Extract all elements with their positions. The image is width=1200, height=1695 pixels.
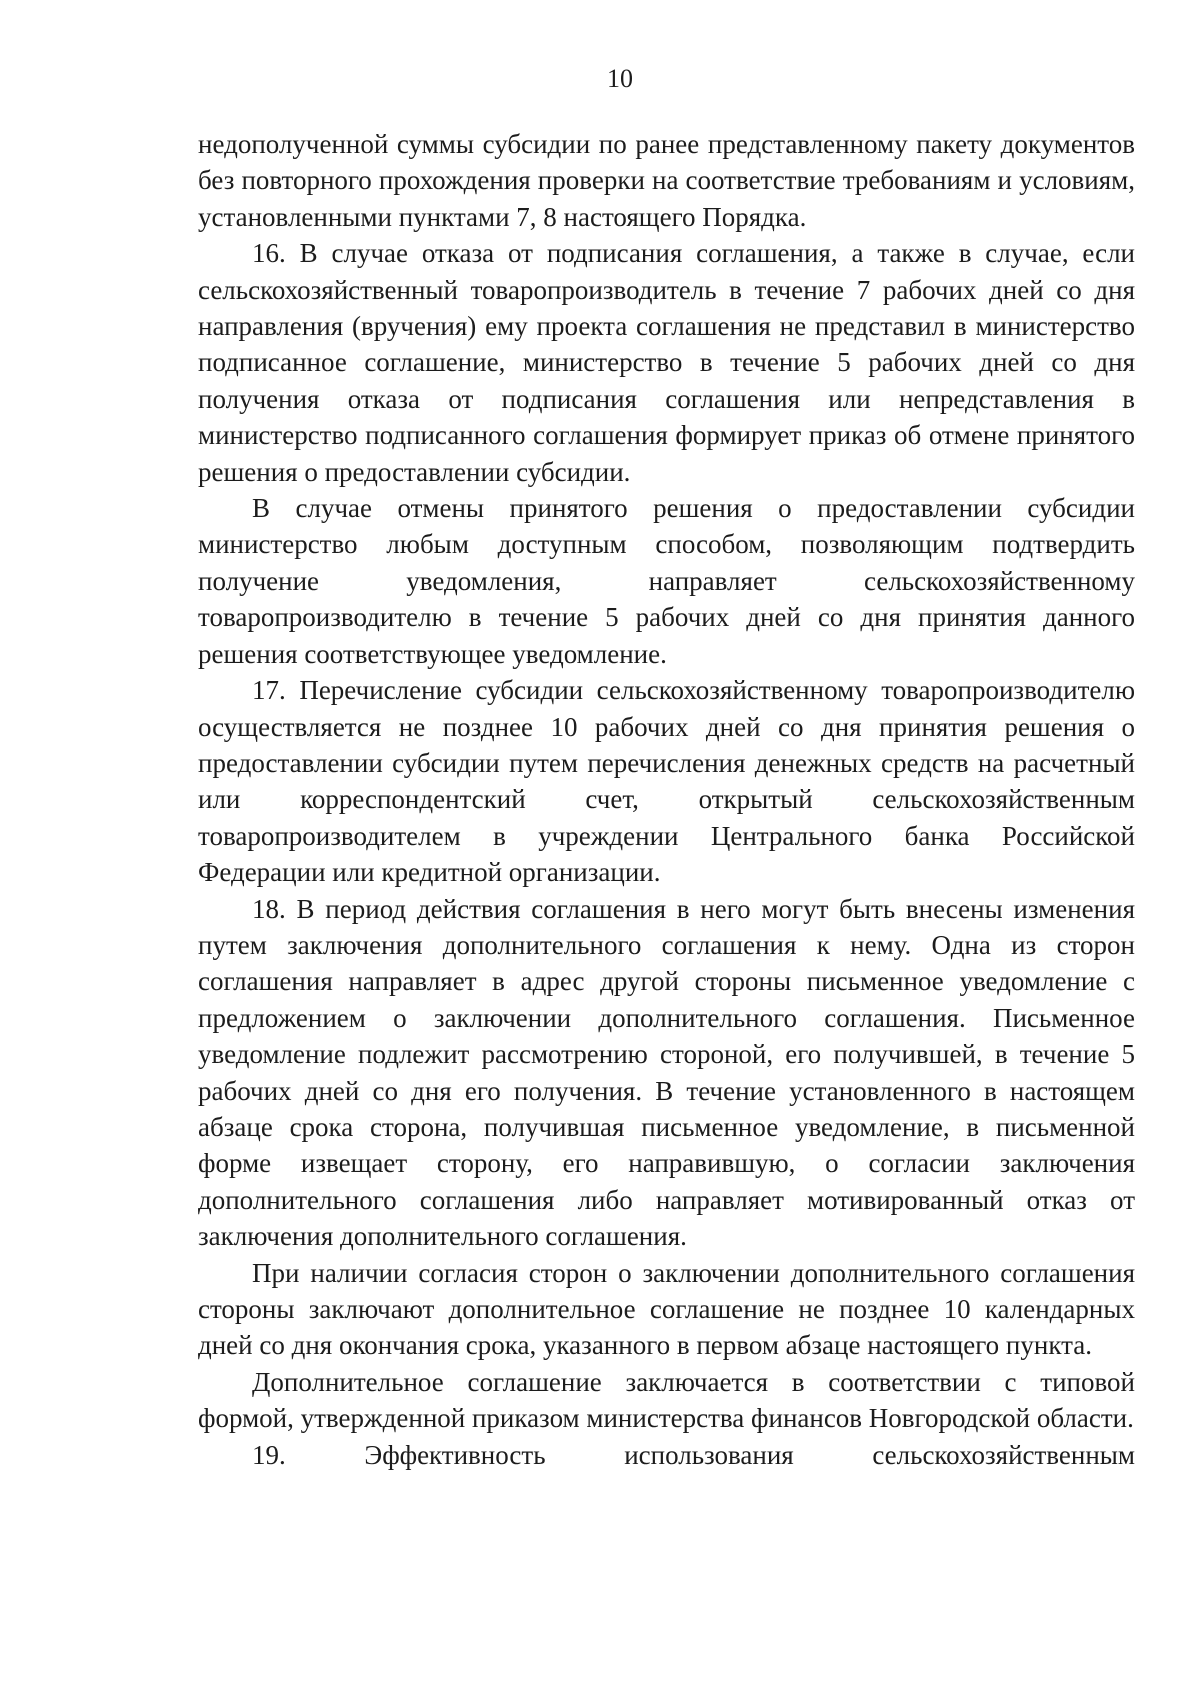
document-body — [198, 126, 1135, 1473]
paragraph-item-16: 16. В случае отказа от подписания соглашения, а также в случае, если сельскохозяйственный товаропроизводитель в течение 7 рабочих дней со дня направления (вручения) ему проекта соглашения не представил в министерство подписанное соглашение, министерство в течение 5 рабочих дней со дня получения отказа от подписания соглашения или непредставления в министерство подписанного соглашения формирует приказ об отмене принятого решения о предоставлении субсидии. — [198, 238, 1135, 487]
paragraph-item-18: 18. В период действия соглашения в него могут быть внесены изменения путем заключения дополнительного соглашения к нему. Одна из сторон соглашения направляет в адрес другой стороны письменное уведомление с предложением о заключении дополнительного соглашения. Письменное уведомление подлежит рассмотрению стороной, его получившей, в течение 5 рабочих дней со дня его получения. В течение установленного в настоящем абзаце срока сторона, получившая письменное уведомление, в письменной форме извещает сторону, его направившую, о согласии заключения дополнительного соглашения либо направляет мотивированный отказ от заключения дополнительного соглашения. — [198, 893, 1135, 1252]
paragraph-item-17: 17. Перечисление субсидии сельскохозяйственному товаропроизводителю осуществляется не позднее 10 рабочих дней со дня принятия решения о предоставлении субсидии путем перечисления денежных средств на расчетный или корреспондентский счет, открытый сельскохозяйственным товаропроизводителем в учреждении Центрального банка Российской Федерации или кредитной организации. — [198, 675, 1135, 888]
paragraph-agreement-consent: При наличии согласия сторон о заключении дополнительного соглашения стороны заключают дополнительное соглашение не позднее 10 календарных дней со дня окончания срока, указанного в первом абзаце настоящего пункта. — [198, 1257, 1135, 1361]
paragraph-item-19: 19. Эффективность использования сельскохозяйственным — [252, 1439, 1135, 1470]
paragraph-continuation: недополученной суммы субсидии по ранее представленному пакету документов без повторного прохождения проверки на соответствие требованиям и условиям, установленными пунктами 7, 8 настоящего Порядка. — [198, 129, 1135, 232]
paragraph-standard-form: Дополнительное соглашение заключается в соответствии с типовой формой, утвержденной приказом министерства финансов Новгородской области. — [198, 1366, 1135, 1434]
paragraph-cancellation-notice: В случае отмены принятого решения о предоставлении субсидии министерство любым доступным способом, позволяющим подтвердить получение уведомления, направляет сельскохозяйственному товаропроизводителю в течение 5 рабочих дней со дня принятия данного решения соответствующее уведомление. — [198, 493, 1135, 669]
page-number: 10 — [607, 64, 633, 93]
